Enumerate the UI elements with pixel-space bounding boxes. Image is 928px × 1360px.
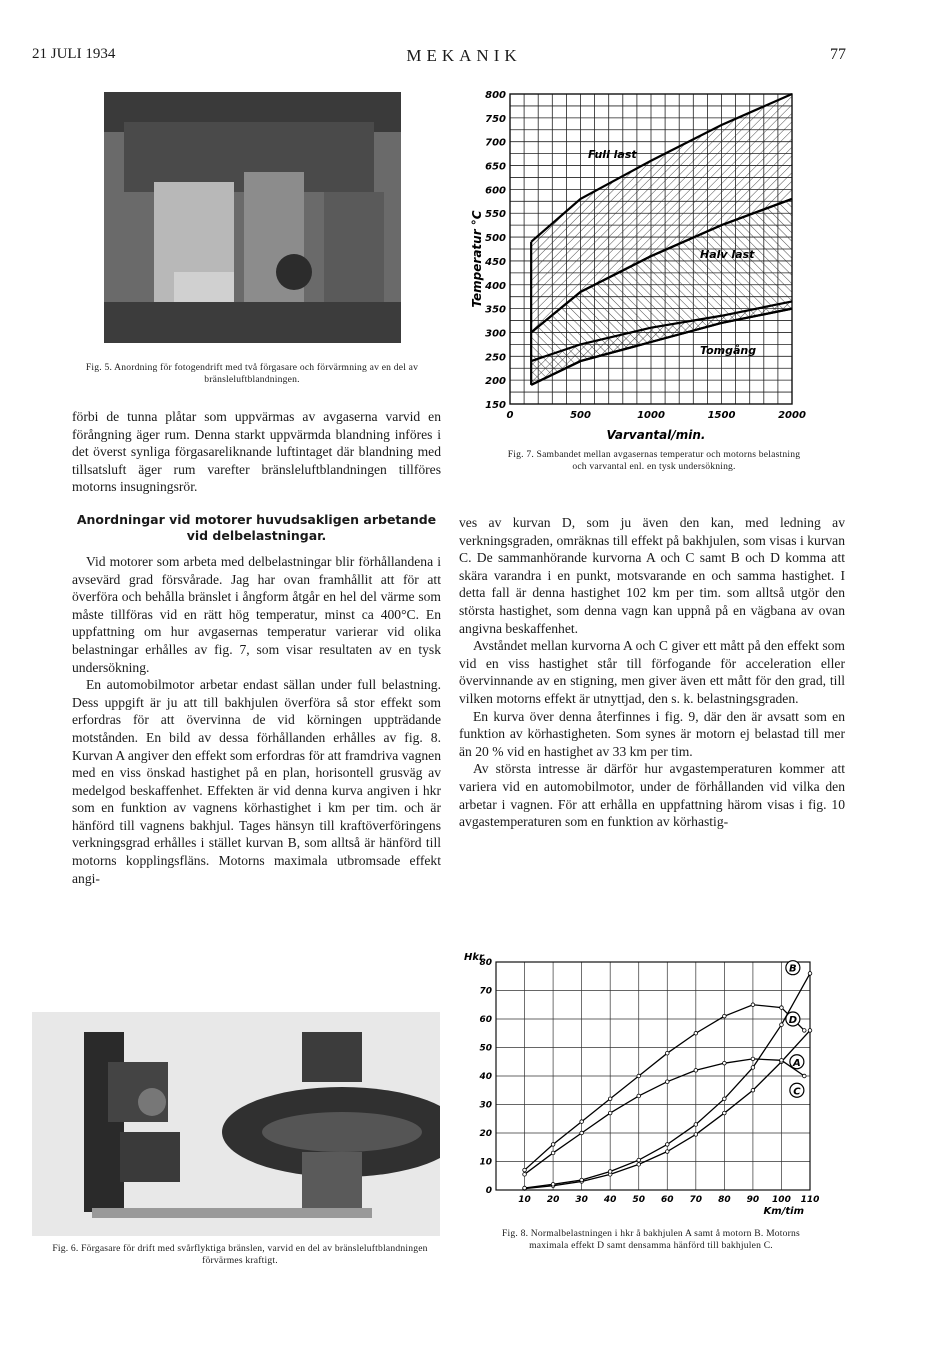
- fig8-point-B: [580, 1178, 584, 1182]
- fig7-ytick-label: 550: [485, 209, 506, 221]
- fig8-point-C: [802, 1074, 806, 1078]
- right-paragraph-2: Avståndet mellan kurvorna A och C giver ett mått på den effekt som vid en viss hastighet står till förfogande för acceleration eller övervinnande av en stigning, men giver även ett mått för den grad, till vilken motorns effekt är utnyttjad, den s. k. belastningsgraden.: [459, 638, 845, 706]
- fig7-ytick-label: 450: [485, 256, 506, 268]
- fig5-caption: Fig. 5. Anordning för fotogendrift med två förgasare och förvärmning av en del av bränsleluftblandningen.: [85, 362, 419, 385]
- fig8-point-A: [694, 1133, 698, 1137]
- fig8-point-B: [665, 1143, 669, 1147]
- left-paragraph-continued: förbi de tunna plåtar som uppvärmas av avgaserna varvid en förångning äger rum. Denna starkt uppvärmda blandning införes i det överst synliga förgasareliknande luftintaget där blandning med tillsatsluft äger rum varefter bränsleluftblandningen tillföres motorns insugningsrör.: [72, 409, 441, 495]
- left-paragraph-2: En automobilmotor arbetar endast sällan under full belastning. Dess uppgift är ju att till bakhjulen överföra så stor effekt som erfordras för att övervinna de vid körningen uppträdande motstånden. En bild av dessa förhållanden erhålles av fig. 8. Kurvan A angiver den effekt som erfordras för att framdriva vagnen med en viss önskad hastighet på en plan, horisontell grusväg av medelgod beskaffenhet. Effekten är vid denna kurva angiven i hkr som en funktion av vagnens körhastighet i km per tim. och är hänförd till vagnens bakhjul. Tages hänsyn till kraftöverföringens verkningsgrad erhålles i stället kurvan B, som alltså är hänförd till motorns kopplingsfläns. Motorns maximala utbromsade effekt angi-: [72, 677, 441, 886]
- fig7-ytick-label: 800: [485, 90, 506, 101]
- fig7-ytick-label: 400: [485, 280, 506, 292]
- fig8-svg: [456, 946, 826, 1218]
- fig7-chart: [456, 84, 836, 444]
- fig8-point-A: [723, 1111, 727, 1115]
- fig8-ytick-label: 30: [479, 1100, 492, 1111]
- fig8-point-A: [751, 1088, 755, 1092]
- section-heading: Anordningar vid motorer huvudsakligen arbetande vid delbelastningar.: [76, 511, 437, 543]
- fig8-point-D: [608, 1097, 612, 1101]
- engine-photo-illustration: [104, 92, 401, 343]
- fig7-ytick-label: 700: [485, 137, 506, 149]
- fig8-point-D: [723, 1014, 727, 1018]
- left-paragraph-1: Vid motorer som arbeta med delbelastningar blir förhållandena i avsevärd grad försvårade. Jag har ovan framhållit att för att överföra och behålla bränslet i ångform åtgår en hel del värme som måste tillföras vid en rätt hög temperatur, minst ca 400°C. En uppfattning om hur avgasernas temperatur varierar vid olika belastningar erhålles av fig. 7, som visar resultaten av en tysk undersökning.: [72, 553, 441, 675]
- fig8-point-A: [808, 1029, 812, 1033]
- right-paragraph-1: ves av kurvan D, som ju även den kan, med ledning av verkningsgraden, omräknas till effekt på bakhjulen, som visas i kurvan C. De sammanhörande kurvorna A och C samt B och D komma att skära varandra i en punkt, motsvarande en och samma hastighet. I detta fall är denna hastighet 102 km per tim. som alltså utgör den största hastighet, som denna vagn kan uppnå på en vägbana av ovan angivna beskaffenhet.: [459, 515, 845, 636]
- fig8-point-D: [802, 1029, 806, 1033]
- fig8-point-C: [580, 1131, 584, 1135]
- fig8-legend-label-A: A: [792, 1057, 801, 1069]
- fig8-point-C: [551, 1151, 555, 1155]
- fig7-label-halv-last: Halv last: [700, 248, 755, 261]
- fig7-ytick-label: 350: [485, 304, 506, 316]
- fig8-xtick-label: 110: [800, 1195, 820, 1205]
- fig7-ytick-label: 300: [485, 328, 506, 340]
- fig8-xtick-label: 40: [603, 1195, 617, 1205]
- fig8-ytick-label: 0: [485, 1186, 492, 1196]
- fig8-ytick-label: 40: [479, 1072, 492, 1082]
- fig7-ytick-label: 750: [485, 113, 506, 125]
- page-number: 77: [830, 46, 846, 63]
- fig7-svg: [456, 84, 836, 444]
- fig8-xlabel: Km/tim: [763, 1206, 804, 1217]
- fig8-xtick-label: 100: [772, 1195, 791, 1205]
- fig7-ytick-label: 650: [485, 161, 506, 173]
- fig8-legend-label-C: C: [793, 1086, 801, 1098]
- header-date: 21 JULI 1934: [32, 46, 116, 62]
- fig7-xtick-label: 1500: [707, 410, 736, 421]
- fig7-xtick-label: 500: [570, 410, 591, 421]
- fig8-ytick-label: 80: [479, 958, 492, 968]
- fig8-legend-label-D: D: [788, 1015, 798, 1026]
- fig8-point-C: [723, 1061, 727, 1065]
- fig8-point-D: [523, 1168, 527, 1172]
- fig8-point-C: [694, 1069, 698, 1073]
- fig5-photo: [104, 92, 401, 343]
- fig8-xtick-label: 20: [546, 1195, 560, 1205]
- fig7-ytick-label: 150: [485, 400, 506, 411]
- right-column: [459, 514, 845, 831]
- fig8-xtick-label: 90: [746, 1195, 760, 1205]
- fig8-point-C: [665, 1080, 669, 1084]
- fig8-point-C: [780, 1059, 784, 1063]
- fig8-point-D: [694, 1031, 698, 1035]
- fig8-point-D: [637, 1074, 641, 1078]
- fig8-point-C: [637, 1094, 641, 1098]
- fig8-xtick-label: 30: [575, 1195, 588, 1205]
- fig8-point-B: [808, 972, 812, 976]
- fig8-xtick-label: 50: [632, 1195, 645, 1205]
- fig7-xtick-label: 2000: [778, 410, 806, 421]
- fig8-xtick-label: 10: [518, 1195, 531, 1205]
- fig8-ytick-label: 60: [479, 1015, 492, 1025]
- carburetor-photo-illustration: [32, 1012, 440, 1236]
- fig8-point-D: [580, 1120, 584, 1124]
- fig8-point-D: [780, 1006, 784, 1010]
- fig7-ytick-label: 500: [485, 233, 506, 245]
- fig8-ytick-label: 10: [479, 1157, 492, 1168]
- fig8-legend-label-B: B: [789, 963, 797, 975]
- fig8-point-B: [608, 1170, 612, 1174]
- fig7-ylabel: Temperatur °C: [470, 210, 484, 308]
- fig8-point-A: [665, 1150, 669, 1154]
- fig8-point-D: [751, 1003, 755, 1007]
- fig8-ytick-label: 50: [479, 1043, 492, 1054]
- left-column: [72, 408, 441, 887]
- fig8-point-B: [694, 1123, 698, 1127]
- fig8-point-C: [751, 1057, 755, 1061]
- fig6-caption: Fig. 6. Förgasare för drift med svårflyktiga bränslen, varvid en del av bränsleluftblandningen förvärmes kraftigt.: [52, 1243, 428, 1266]
- fig8-chart: [456, 946, 826, 1218]
- fig8-point-D: [551, 1143, 555, 1147]
- fig7-label-tomgang: Tomgång: [700, 344, 757, 357]
- fig8-point-D: [665, 1051, 669, 1055]
- fig7-label-full-last: Full last: [588, 148, 637, 161]
- fig7-ytick-label: 200: [485, 376, 506, 388]
- right-paragraph-3: En kurva över denna återfinnes i fig. 9, där den är avsatt som en funktion av körhastigheten. Som synes är motorn ej belastad till mer än 20 % vid en hastighet av 33 km per tim.: [459, 708, 845, 759]
- fig7-ytick-label: 250: [485, 352, 506, 364]
- fig7-xlabel: Varvantal/min.: [606, 428, 706, 442]
- fig8-point-B: [637, 1158, 641, 1162]
- fig8-ylabel: Hkr: [464, 952, 484, 963]
- fig8-xtick-label: 80: [718, 1195, 731, 1205]
- fig8-point-C: [523, 1173, 527, 1177]
- fig8-ytick-label: 20: [479, 1129, 492, 1139]
- fig8-point-B: [751, 1066, 755, 1070]
- fig8-point-B: [780, 1023, 784, 1027]
- fig6-photo: [32, 1012, 440, 1236]
- fig7-xtick-label: 1000: [637, 410, 665, 421]
- fig8-point-B: [523, 1186, 527, 1190]
- fig8-caption: Fig. 8. Normalbelastningen i hkr å bakhjulen A samt å motorn B. Motorns maximala effekt D samt densamma hänförd till bakhjulen C.: [502, 1228, 800, 1251]
- right-paragraph-4: Av största intresse är därför hur avgastemperaturen kommer att variera vid en automobilmotor, under de förhållanden vid vilka den arbetar i vagnen. För att erhålla en uppfattning härom visas i fig. 10 avgastemperaturen som en funktion av körhastig-: [459, 761, 845, 830]
- fig7-caption: Fig. 7. Sambandet mellan avgasernas temperatur och motorns belastning och varvantal enl. en tysk undersökning.: [507, 449, 801, 472]
- fig8-xtick-label: 60: [661, 1195, 674, 1205]
- fig8-point-B: [723, 1097, 727, 1101]
- fig8-point-B: [551, 1183, 555, 1187]
- fig7-ytick-label: 600: [485, 185, 506, 197]
- fig8-ytick-label: 70: [479, 986, 492, 997]
- fig8-point-A: [637, 1163, 641, 1167]
- journal-title: MEKANIK: [406, 46, 522, 65]
- fig8-xtick-label: 70: [689, 1195, 703, 1205]
- fig8-point-C: [608, 1111, 612, 1115]
- fig7-xtick-label: 0: [506, 410, 514, 421]
